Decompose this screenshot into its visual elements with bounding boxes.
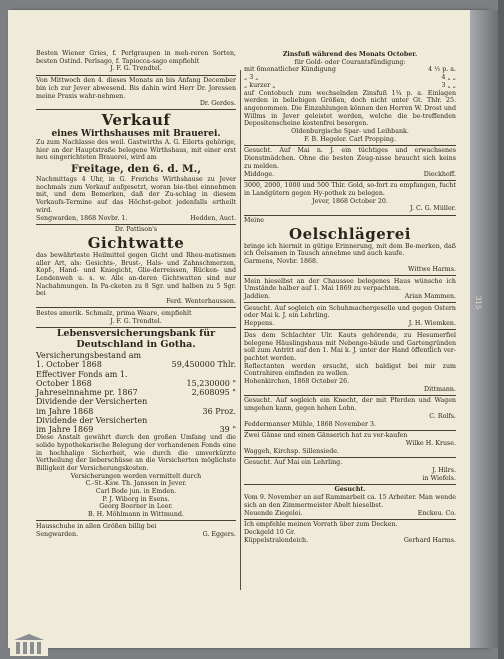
leben-body: Diese Anstalt gewährt durch den großen Umfang und die solide hypothekarische Belegung der vorhandenen Fonds eine in hochhalige Sicherheit, wie durch die umverkürzte Vertheilung der lieberschüsse an die Versicherten möglichste Billigkeit der Versicherungskosten. <box>36 434 236 472</box>
ad-gries: Besten Wiener Gries, f. Perlgraupen in meh-reren Sorten, besten Ostind. Perlsago, f. Tapiocca-sago empfiehlt <box>36 50 236 65</box>
leben-value: 36 Proz. <box>202 406 236 416</box>
verkauf-body-2: Nachmittags 4 Uhr, in G. Frerichs Wirthshause zu Jever nochmals zum Verkauf aufgesetzt, woran bie-thei einnehmen mit, und dem Bemerken, daß der Zu-schlag in diesem Verkaufs-Termine auf das Höchst-gebot jedenfalls ertheilt wird. <box>36 176 236 214</box>
leben-table <box>36 351 236 434</box>
gicht-pretitle: Dr. Pattison's <box>114 226 158 234</box>
fedder-place: Feddermanser Mühle, 1868 November 3. <box>244 420 376 428</box>
gaense-signature: Wilke H. Kruse. <box>405 439 456 447</box>
zins-bank: Oldenburgische Spar- und Leihbank. <box>291 128 409 136</box>
verkauf-title: Verkauf <box>101 110 171 129</box>
pacht-signature: Arian Mammen. <box>404 292 456 300</box>
zins-row <box>244 66 456 74</box>
verkauf-date: Freitage, den 6. d. M., <box>71 163 201 176</box>
library-logo-icon <box>10 632 48 656</box>
zins-title: Zinsfuß während des Monats October. <box>282 51 418 58</box>
zins-row <box>244 74 456 82</box>
schlachter-ad: Das dem Schlachter Ulr. Kauts gehörende, zu Hesumerfiel belegene Häuslingshaus mit Nebenge-bäude und Gartengründen soll zum Antritt auf den 1. Mai k. J. unter der Hand öffentlich ver-pachtet werden. <box>244 331 456 362</box>
pacht-place: Jaddien. <box>244 292 271 300</box>
oel-place: Garmens, Novbr. 1868. <box>244 258 319 266</box>
geld-ad: 3000, 2000, 1000 und 500 Thlr. Gold, so-fort zu empfangen, fucht in Landgütern gegen Hy-pothek zu belegen. <box>244 182 456 197</box>
divider <box>244 484 456 485</box>
leben-value: 59,450000 Thlr. <box>171 360 236 370</box>
divider <box>244 519 456 520</box>
geld-signature: J. C. G. Müller. <box>409 205 456 213</box>
page-edge <box>498 0 504 659</box>
divider <box>36 224 236 225</box>
gesucht-lehrling-place: in Wiefels. <box>422 474 456 482</box>
gesucht-schuhmacher-place: Heppens. <box>244 320 275 328</box>
ad-absence-signature: Dr. Gerdes. <box>199 100 236 108</box>
haus-signature: G. Eggers. <box>202 530 236 538</box>
leben-row <box>36 397 236 406</box>
pacht-ad: Mein hieselbst an der Chaussee belegenes Haus wünsche ich Umstände halber auf 1. Mai 1869 zu verpachten. <box>244 277 456 293</box>
decken-fee: Deckgeld 10 Gr. <box>244 528 296 536</box>
leben-label: October 1868 <box>36 378 92 388</box>
haus-ad: Hausschuhe in allen Größen billig bei <box>36 522 157 530</box>
leben-row <box>36 425 236 434</box>
gesucht-lehrling-signature: J. Hilrs. <box>432 467 456 475</box>
decken-place: Küppelstralendeich. <box>244 536 309 544</box>
decken-ad: Ich empfehle meinen Vorrath über zum Decken. <box>244 521 398 529</box>
leben-row <box>36 379 236 388</box>
gesucht-maid-signature: Dieckhoff. <box>423 170 456 178</box>
book-binding <box>470 10 498 648</box>
zins-subtitle: für Gold- oder Courantsfündigung: <box>294 58 406 66</box>
gaense-ad: Zwei Gänse und einen Gänserich hat zu ver-kaufen <box>244 432 408 440</box>
schlachter-signature: Dittmann. <box>424 385 456 393</box>
oel-title: Oelschlägerei <box>289 224 411 243</box>
schmalz-signature: J. F. G. Trendtel. <box>110 317 162 325</box>
gesucht-schuhmacher-signature: J. H. Wiemken. <box>408 320 456 328</box>
gicht-title: Gichtwatte <box>87 233 185 252</box>
leben-row <box>36 416 236 425</box>
leben-agents <box>36 480 236 519</box>
ad-absence: Von Mittwoch den 4. dieses Monats an bis Anfang December bin ich zur Jever abwesend. Bis dahin wird Herr Dr. Joressen meine Praxis wahr-nehmen. <box>36 77 236 100</box>
gesucht-knecht: Gesucht. Auf sogleich ein Knecht, der mit Pferden und Wagen umgehen kann, gegen hohen Lohn. <box>244 397 456 413</box>
leben-value: 15,230000 " <box>186 378 236 388</box>
leben-agent: Georg Boerner in Leer. <box>99 503 173 511</box>
gaense-place: Waggeh, Kirchsp. Sillensiede. <box>244 447 339 455</box>
divider <box>244 145 456 146</box>
gesucht-lehrling: Gesucht. Auf Mai ein Lehrling. <box>244 459 343 467</box>
gesucht-schuhmacher: Gesucht. Auf sogleich ein Schuhmachergeselle und gegen Ostern oder Mai k. J. ein Lehrling. <box>244 304 456 320</box>
newspaper-page <box>8 10 487 648</box>
ad-gries-signature: J. F. G. Trendtel. <box>110 65 162 73</box>
geld-place: Jever, 1868 October 20. <box>312 197 388 205</box>
decken-signature: Gerhard Harms. <box>403 536 456 544</box>
oel-pretitle: Meine <box>244 217 264 225</box>
schlachter-body: Reflectanten werden ersucht, sich baldigst bei mir zum Contrahiren einfinden zu wollen. <box>244 362 456 378</box>
leben-row <box>36 351 236 360</box>
divider <box>36 75 236 76</box>
leben-label: Jahreseinnahme pr. 1867 <box>36 388 138 398</box>
divider <box>244 395 456 396</box>
divider <box>244 215 456 216</box>
zins-label: mit 6monatlicher Kündigung <box>244 66 336 74</box>
zins-value: 3 „ „ <box>441 81 456 89</box>
verkauf-subtitle: eines Wirthshauses mit Brauerei. <box>51 128 221 139</box>
oel-signature: Wittwe Harms. <box>407 265 456 273</box>
leben-agent: P. J. Wiborg in Esens. <box>102 495 170 503</box>
divider <box>244 329 456 330</box>
leben-label: Dividende der Versicherten <box>36 415 148 425</box>
divider <box>244 275 456 276</box>
schmalz-ad: Bestes amerik. Schmalz, prima Waare, empfiehlt <box>36 309 192 317</box>
leben-label: im Jahre 1868 <box>36 406 94 416</box>
haus-place: Sengwarden. <box>36 530 79 538</box>
left-column <box>36 50 236 538</box>
leben-agent: Carl Bode jun. in Emden. <box>95 488 177 496</box>
gesucht-maid-place: Middoge. <box>244 170 275 178</box>
leben-value: 2,608095 " <box>191 388 236 398</box>
zins-row <box>244 82 456 90</box>
zins-value: 4 ½ p. a. <box>428 66 456 74</box>
gesucht-arbeiter: Vom 9. November an auf Rammarbeit ca. 15 Arbeiter. Man wende sich an den Zimmermeister Abelt hieselbst. <box>244 494 456 509</box>
oel-body: bringe ich hiermit in gütige Erinnerung, mit dem Be-merken, daß ich Oelsamen in Tausch annehme und auch kaufe. <box>244 242 456 258</box>
divider <box>36 307 236 308</box>
zins-signatories: F. B. Hegeler. Carl Propping. <box>304 135 396 143</box>
leben-title: Lebensversicherungsbank für Deutschland in Gotha. <box>56 328 216 350</box>
leben-label: Effectiver Fonds am 1. <box>36 369 128 379</box>
page-number: 315 <box>474 296 482 310</box>
leben-label: 1. October 1868 <box>36 360 102 370</box>
zins-label: „ kurzer „ <box>244 81 276 89</box>
divider <box>244 457 456 458</box>
leben-label: im Jahre 1869 <box>36 424 94 434</box>
divider <box>244 180 456 181</box>
gicht-body: das bewährteste Heilmittel gegen Gicht und Rheu-matismen aller Art, als: Gesichts-, Brust-, Hals- und Zahnschmerzen, Kopf-, Hand- und Kniegicht, Glie-derreissen, Rücken- und Lendenweh u. s. w. Alle an-deren Gichtwatten sind nur Nachahmungen. In Pa-cketen zu 8 Sgr. und halben zu 5 Sgr. bei <box>36 251 236 298</box>
leben-row <box>36 388 236 397</box>
divider <box>244 430 456 431</box>
divider <box>36 520 236 521</box>
gesucht-arbeiter-signature: Enckeu. Co. <box>417 509 456 517</box>
column-divider <box>240 70 241 590</box>
verkauf-signature: Hedden, Auct. <box>190 214 236 222</box>
leben-row <box>36 360 236 369</box>
gesucht-arbeiter-title: Gesucht. <box>334 486 366 494</box>
leben-agent: C.-St.-Ksw. Th. Janssen in Jever. <box>85 480 187 488</box>
gesucht-maid: Gesucht. Auf Mai n. J. ein tüchtiges und erwachsenes Dienstmädchen. Ohne die besten Zeug-nisse braucht sich keins zu melden. <box>244 147 456 170</box>
leben-agents-intro: Versicherungen werden vermittelt durch <box>70 472 202 480</box>
leben-agent: B. H. Möhlmann in Wittmund. <box>88 511 184 519</box>
gicht-signature: Ferd. Wenterhaussen. <box>166 298 236 306</box>
schlachter-place: Hohenkirchen, 1868 October 26. <box>244 378 350 386</box>
leben-row <box>36 407 236 416</box>
zins-value: 4 „ „ <box>441 74 456 82</box>
zins-table <box>244 66 456 89</box>
gesucht-knecht-signature: C. Rolfs. <box>429 412 456 420</box>
verkauf-place: Sengwarden, 1868 Novbr. 1. <box>36 214 128 222</box>
leben-label: Versicherungsbestand am <box>36 351 142 361</box>
divider <box>244 302 456 303</box>
leben-label: Dividende der Versicherten <box>36 397 148 407</box>
leben-value: 39 " <box>219 424 236 434</box>
zins-label: „ 3 „ <box>244 74 259 82</box>
leben-row <box>36 370 236 379</box>
right-column <box>244 51 456 544</box>
gesucht-arbeiter-place: Neuende Ziegelei. <box>244 509 303 517</box>
zins-body: auf Contobuch zum wechselnden Zinsfuß 1¾ p. a. Einlagen werden in beliebigen Größen, doch nicht unter Gt. Thlr. 25. angenommen. Die Einzahlungen können den Herren W. Drost und Willms in Jever geleistet werden, welche die be-treffenden Depositenscheine kostenfrei besorgen. <box>244 89 456 128</box>
verkauf-body: Zu zum Nachlasse des weil. Gastwirths A. G. Eilerts gehörige, hier an der Hauptstraße belegene Wirthshaus, mit einer erst neu eingerichteten Brauerei, wird am <box>36 138 236 162</box>
